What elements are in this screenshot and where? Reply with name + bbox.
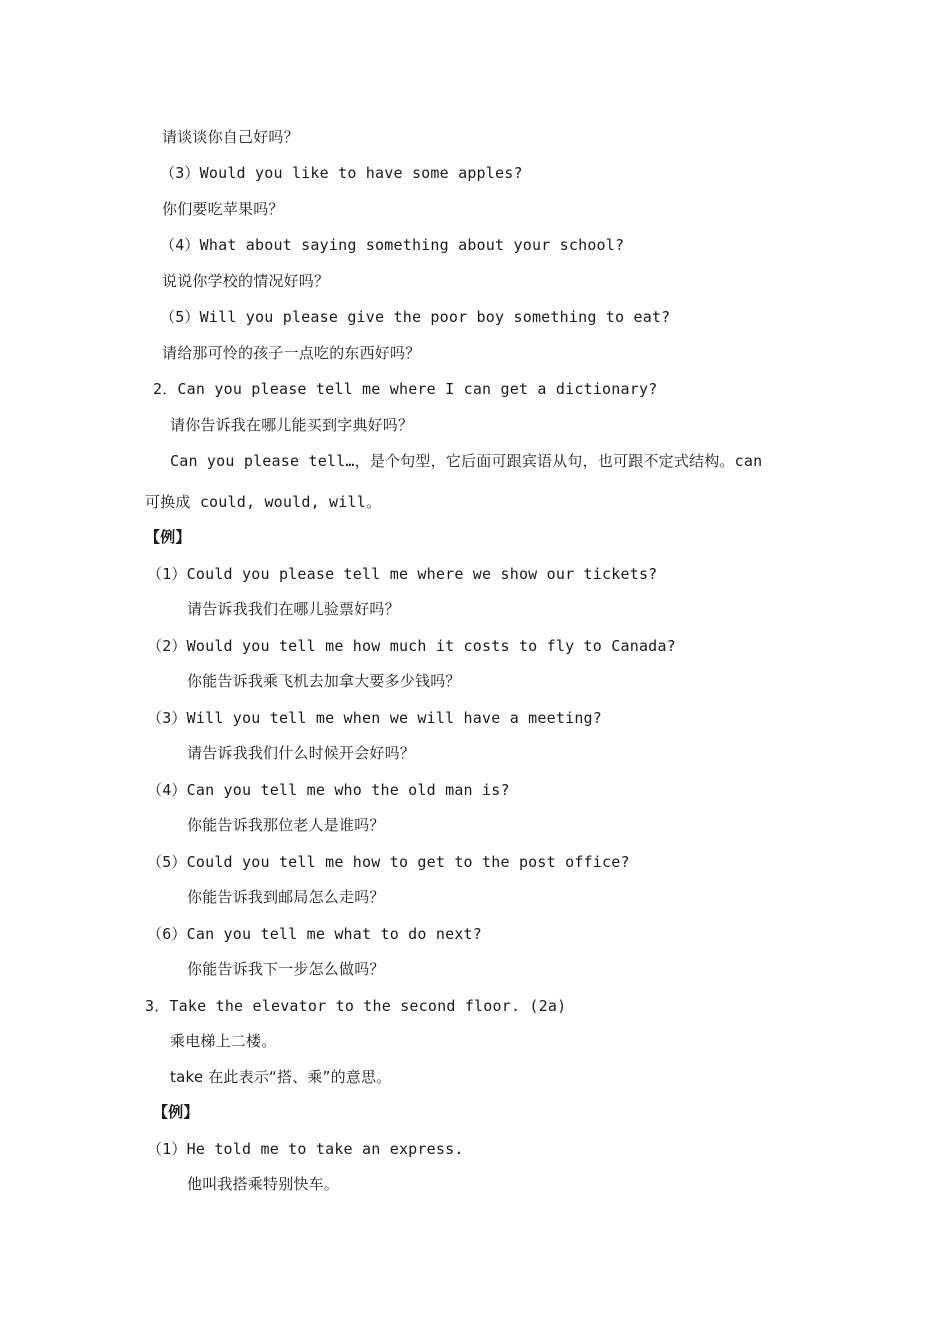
section-heading: 3．Take the elevator to the second floor. (2a)	[145, 997, 567, 1015]
text-line: 你能告诉我那位老人是谁吗？	[187, 816, 385, 834]
text-line: take 在此表示“搭、乘”的意思。	[170, 1068, 392, 1086]
text-line: Can you please tell…，是个句型，它后面可跟宾语从句，也可跟不定式结构。can	[170, 452, 763, 470]
text-line: 请你告诉我在哪儿能买到字典好吗？	[170, 416, 414, 434]
text-line: 请告诉我我们在哪儿验票好吗？	[187, 600, 400, 618]
text-line: 说说你学校的情况好吗？	[162, 272, 330, 290]
text-line: （1）He told me to take an express.	[147, 1140, 464, 1158]
text-line: （5）Could you tell me how to get to the post office?	[147, 853, 630, 871]
text-line: 你能告诉我乘飞机去加拿大要多少钱吗？	[187, 672, 461, 690]
example-label: 【例】	[145, 528, 191, 546]
text-line: 可换成 could, would, will。	[145, 493, 382, 511]
text-line: （3）Would you like to have some apples?	[160, 164, 523, 182]
text-line: 他叫我搭乘特别快车。	[187, 1175, 340, 1193]
text-line: 请给那可怜的孩子一点吃的东西好吗？	[162, 344, 421, 362]
example-label: 【例】	[153, 1103, 199, 1121]
text-line: （5）Will you please give the poor boy something to eat?	[160, 308, 671, 326]
text-line: 请告诉我我们什么时候开会好吗？	[187, 744, 416, 762]
text-line: （4）What about saying something about your school?	[160, 236, 625, 254]
text-line: 你们要吃苹果吗？	[162, 200, 284, 218]
text-line: 请谈谈你自己好吗？	[162, 128, 299, 146]
text-line: （2）Would you tell me how much it costs to fly to Canada?	[147, 637, 676, 655]
text-line: （4）Can you tell me who the old man is?	[147, 781, 510, 799]
text-line: 你能告诉我到邮局怎么走吗？	[187, 888, 385, 906]
text-line: （6）Can you tell me what to do next?	[147, 925, 483, 943]
text-line: （3）Will you tell me when we will have a meeting?	[147, 709, 603, 727]
text-line: 乘电梯上二楼。	[170, 1032, 277, 1050]
section-heading: 2．Can you please tell me where I can get a dictionary?	[153, 380, 658, 398]
text-line: 你能告诉我下一步怎么做吗？	[187, 960, 385, 978]
text-line: （1）Could you please tell me where we show our tickets?	[147, 565, 658, 583]
